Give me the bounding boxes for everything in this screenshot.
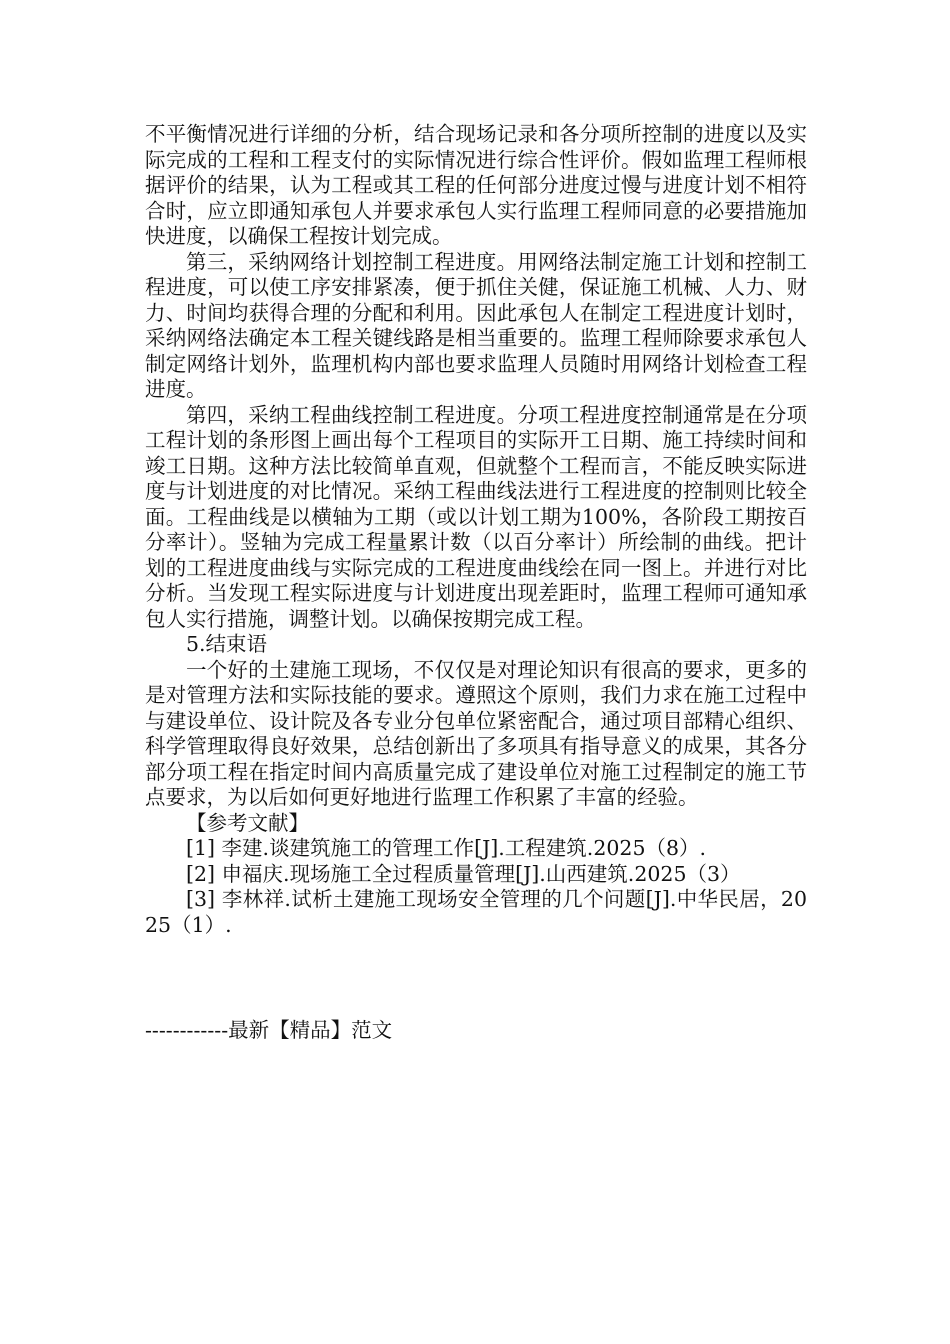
section-heading-conclusion: 5.结束语 bbox=[186, 632, 268, 656]
paragraph-conclusion: 一个好的土建施工现场，不仅仅是对理论知识有很高的要求，更多的是对管理方法和实际技能的要求。遵照这个原则，我们力求在施工过程中与建设单位、设计院及各专业分包单位紧密配合，通过项目部精心组织、科学管理取得良好效果，总结创新出了多项具有指导意义的成果，其各分部分项工程在指定时间内高质量完成了建设单位对施工过程制定的施工节点要求，为以后如何更好地进行监理工作积累了丰富的经验。 bbox=[145, 657, 807, 809]
reference-item-3: [3] 李林祥.试析土建施工现场安全管理的几个问题[J].中华民居，2025（1）. bbox=[145, 887, 807, 937]
page-footer: ------------最新【精品】范文 bbox=[145, 1018, 393, 1042]
paragraph-progress-evaluation: 不平衡情况进行详细的分析，结合现场记录和各分项所控制的进度以及实际完成的工程和工程支付的实际情况进行综合性评价。假如监理工程师根据评价的结果，认为工程或其工程的任何部分进度过慢与进度计划不相符合时，应立即通知承包人并要求承包人实行监理工程师同意的必要措施加快进度，以确保工程按计划完成。 bbox=[145, 122, 807, 248]
reference-item-1: [1] 李建.谈建筑施工的管理工作[J].工程建筑.2025（8）. bbox=[186, 836, 707, 860]
references-heading: 【参考文献】 bbox=[186, 810, 309, 835]
reference-item-2: [2] 申福庆.现场施工全过程质量管理[J].山西建筑.2025（3） bbox=[186, 861, 741, 886]
document-body bbox=[145, 122, 807, 938]
paragraph-engineering-curve: 第四，采纳工程曲线控制工程进度。分项工程进度控制通常是在分项工程计划的条形图上画出每个工程项目的实际开工日期、施工持续时间和竣工日期。这种方法比较简单直观，但就整个工程而言，不能反映实际进度与计划进度的对比情况。采纳工程曲线法进行工程进度的控制则比较全面。工程曲线是以横轴为工期（或以计划工期为100%，各阶段工期按百分率计）。竖轴为完成工程量累计数（以百分率计）所绘制的曲线。把计划的工程进度曲线与实际完成的工程进度曲线绘在同一图上。并进行对比分析。当发现工程实际进度与计划进度出现差距时，监理工程师可通知承包人实行措施，调整计划。以确保按期完成工程。 bbox=[145, 402, 807, 631]
paragraph-network-plan: 第三，采纳网络计划控制工程进度。用网络法制定施工计划和控制工程进度，可以使工序安排紧凑，便于抓住关健，保证施工机械、人力、财力、时间均获得合理的分配和利用。因此承包人在制定工程进度计划时，采纳网络法确定本工程关键线路是相当重要的。监理工程师除要求承包人制定网络计划外，监理机构内部也要求监理人员随时用网络计划检查工程进度。 bbox=[145, 249, 807, 401]
